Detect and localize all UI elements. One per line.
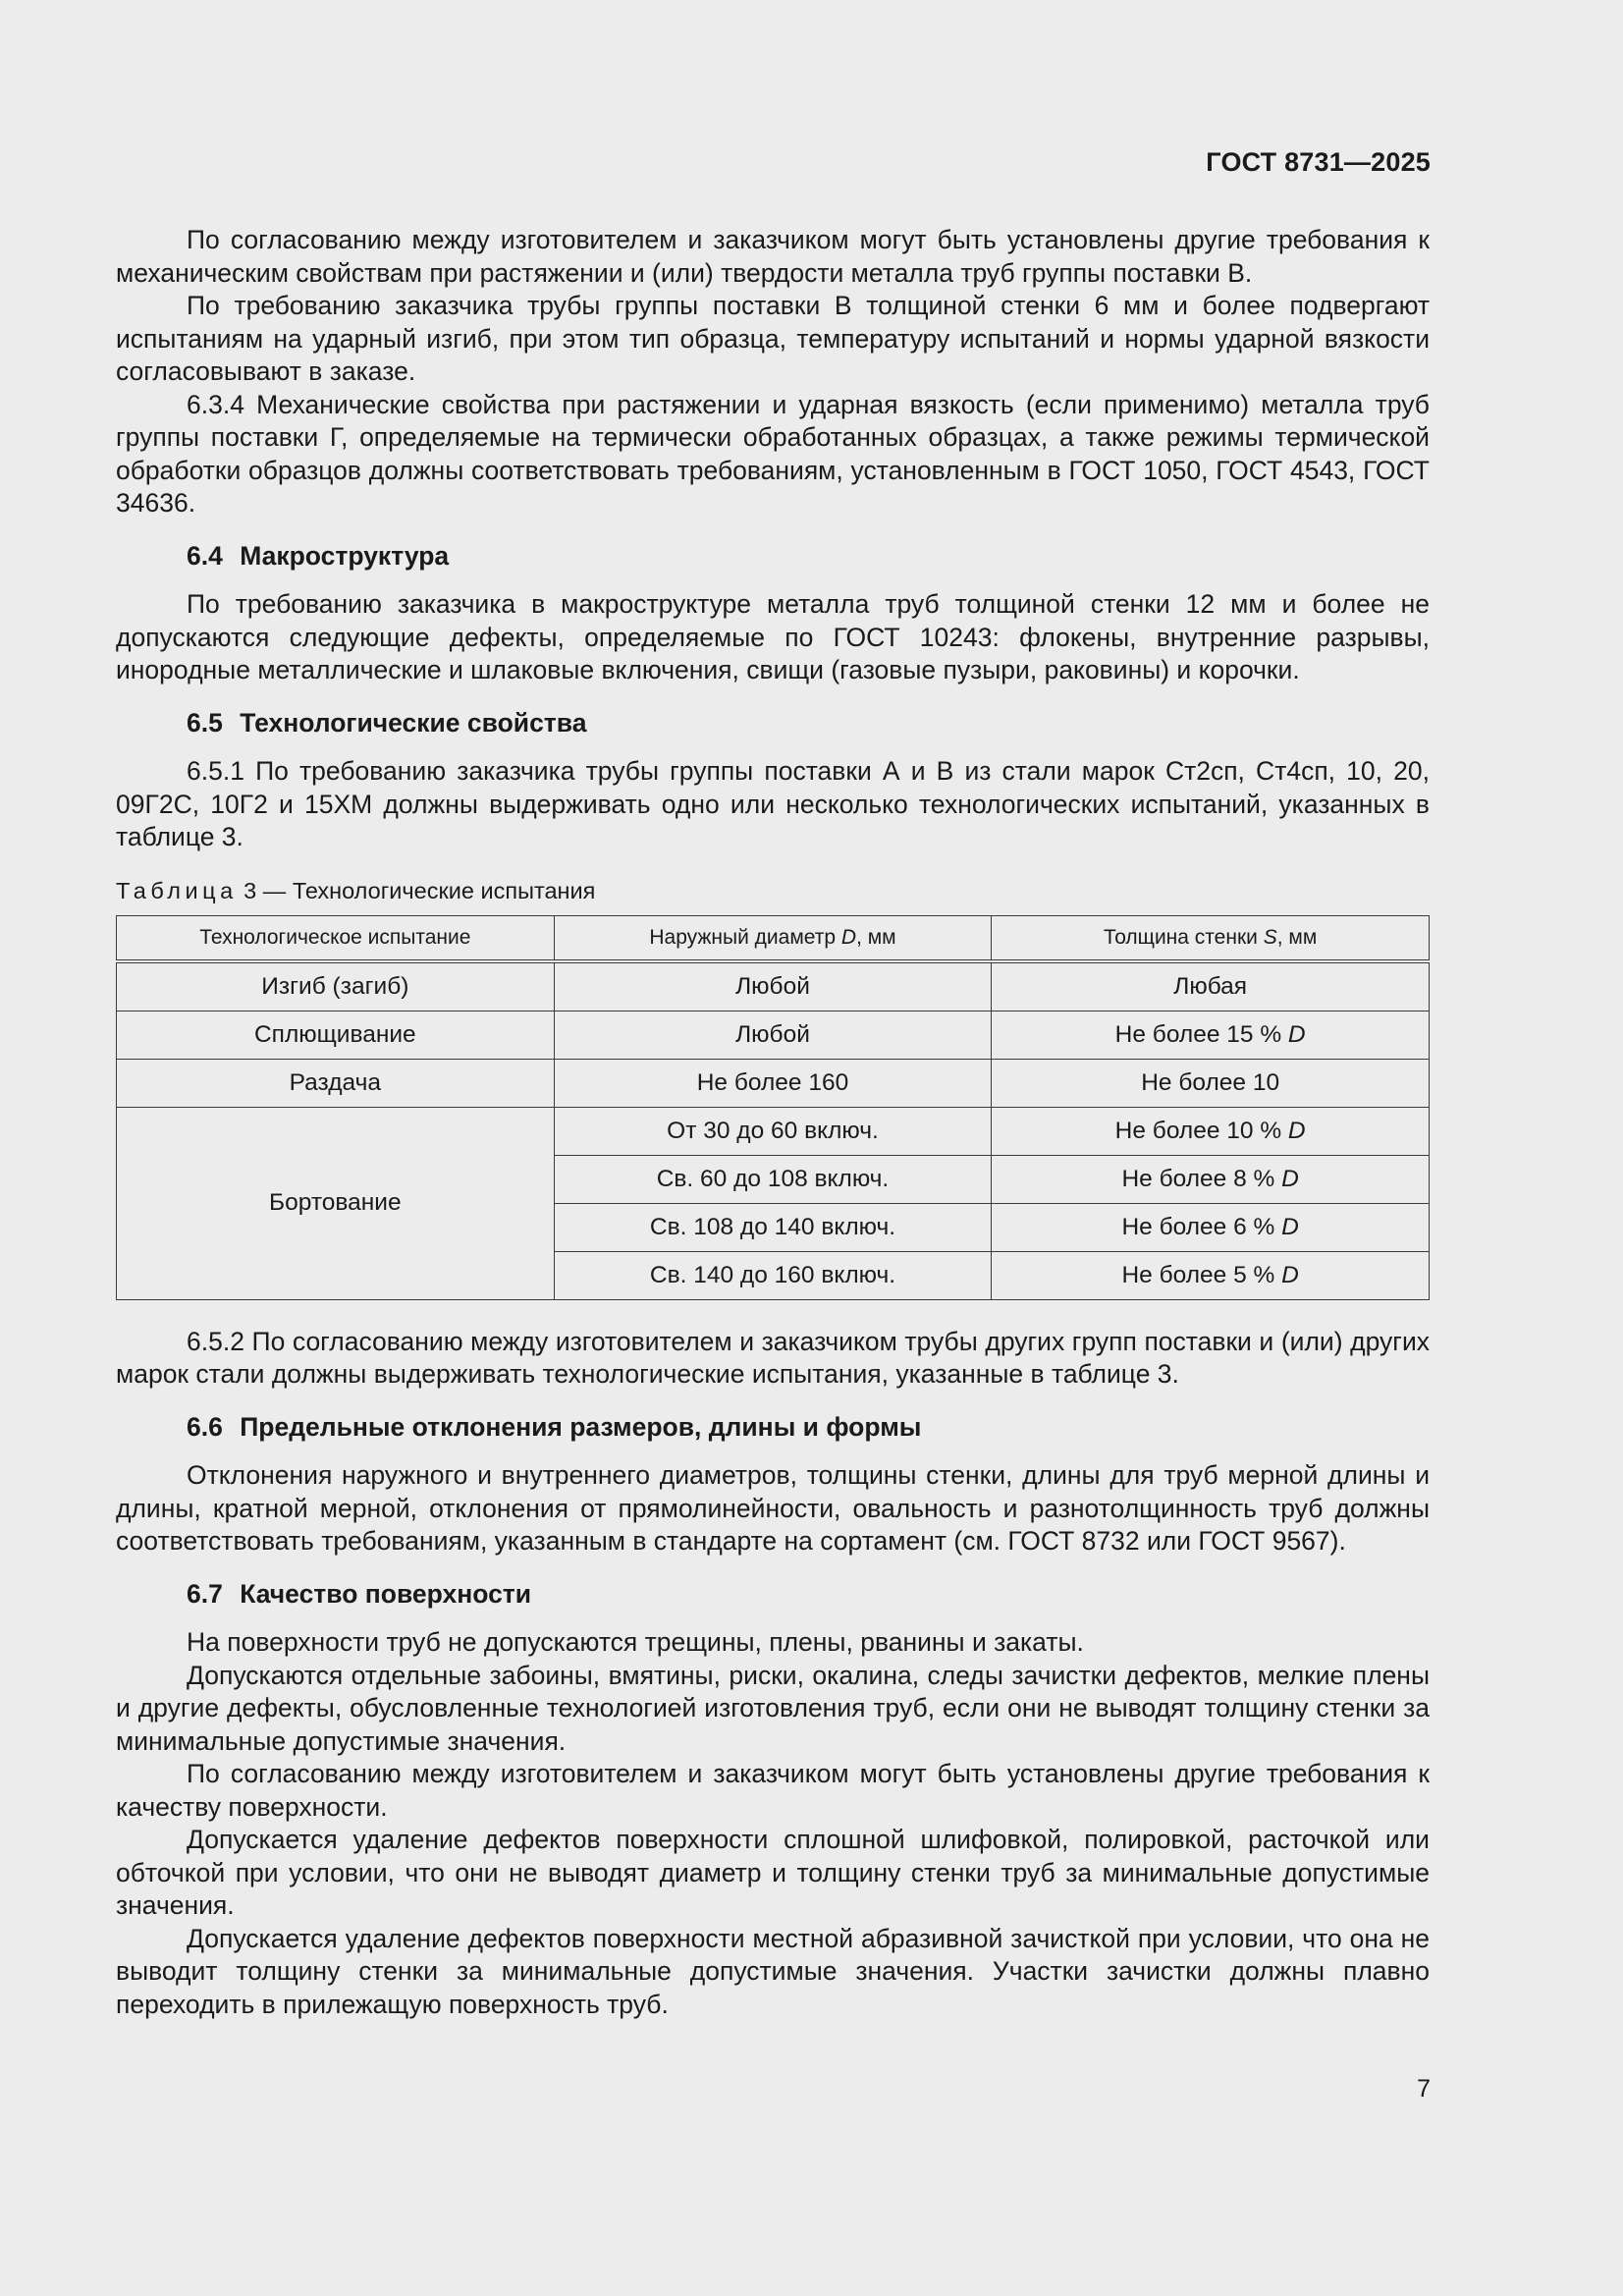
cell-test-flange: Бортование xyxy=(117,1107,555,1299)
paragraph: Отклонения наружного и внутреннего диаметров, толщины стенки, длины для труб мерной длины и длины, кратной мерной, отклонения от прямолинейности, овальность и разнотолщинность труб должны соответствовать требованиям, указанным в стандарте на сортамент (см. ГОСТ 8732 или ГОСТ 9567). xyxy=(116,1460,1430,1556)
cell-thickness: Любая xyxy=(992,961,1430,1011)
header-thickness: Толщина стенки S, мм xyxy=(992,915,1430,961)
table-row xyxy=(117,1011,1430,1059)
cell-thickness: Не более 15 % D xyxy=(992,1011,1430,1059)
paragraph: На поверхности труб не допускаются трещины, плены, рванины и закаты. xyxy=(187,1627,1084,1657)
paragraph: По согласованию между изготовителем и заказчиком могут быть установлены другие требования к качеству поверхности. xyxy=(116,1759,1430,1822)
section-heading-6-6 xyxy=(116,1411,1430,1445)
document-id-header: ГОСТ 8731—2025 xyxy=(1206,147,1431,177)
section-heading-6-4 xyxy=(116,540,1430,574)
section-number: 6.4 xyxy=(187,540,223,571)
paragraph: 6.3.4 Механические свойства при растяжении и ударная вязкость (если применимо) металла труб группы поставки Г, определяемые на термически обработанных образцах, а также режимы термической обработки образцов должны соответствовать требованиям, установленным в ГОСТ 1050, ГОСТ 4543, ГОСТ 34636. xyxy=(116,389,1430,518)
section-title: Качество поверхности xyxy=(240,1578,532,1609)
cell-thickness: Не более 5 % D xyxy=(992,1251,1430,1299)
paragraph: Допускается удаление дефектов поверхности местной абразивной зачисткой при условии, что она не выводит толщину стенки за минимальные допустимые значения. Участки зачистки должны плавно переходить в прилежащую поверхность труб. xyxy=(116,1923,1430,2019)
page-content xyxy=(116,224,1430,2021)
section-title: Макроструктура xyxy=(240,540,450,571)
paragraph: По согласованию между изготовителем и заказчиком могут быть установлены другие требования к механическим свойствам при растяжении и (или) твердости металла труб группы поставки В. xyxy=(116,225,1430,288)
section-heading-6-7 xyxy=(116,1578,1430,1612)
paragraph: 6.5.2 По согласованию между изготовителем и заказчиком трубы других групп поставки и (или) других марок стали должны выдерживать технологические испытания, указанные в таблице 3. xyxy=(116,1326,1430,1389)
paragraph: По требованию заказчика в макроструктуре металла труб толщиной стенки 12 мм и более не допускаются следующие дефекты, определяемые по ГОСТ 10243: флокены, внутренние разрывы, инородные металлические и шлаковые включения, свищи (газовые пузыри, раковины) и корочки. xyxy=(116,589,1430,684)
paragraph: Допускается удаление дефектов поверхности сплошной шлифовкой, полировкой, расточкой или обточкой при условии, что они не выводят диаметр и толщину стенки труб за минимальные допустимые значения. xyxy=(116,1825,1430,1920)
cell-diameter: Св. 60 до 108 включ. xyxy=(554,1155,992,1203)
section-number: 6.6 xyxy=(187,1411,223,1442)
cell-diameter: Любой xyxy=(554,1011,992,1059)
cell-diameter: Любой xyxy=(554,961,992,1011)
section-title: Технологические свойства xyxy=(240,707,587,738)
paragraph: По требованию заказчика трубы группы поставки В толщиной стенки 6 мм и более подвергают испытаниям на ударный изгиб, при этом тип образца, температуру испытаний и нормы ударной вязкости согласовывают в заказе. xyxy=(116,291,1430,386)
section-title: Предельные отклонения размеров, длины и формы xyxy=(240,1411,922,1442)
table-row xyxy=(117,1059,1430,1107)
section-heading-6-5 xyxy=(116,707,1430,740)
cell-diameter: От 30 до 60 включ. xyxy=(554,1107,992,1155)
header-test: Технологическое испытание xyxy=(117,915,555,961)
cell-diameter: Не более 160 xyxy=(554,1059,992,1107)
table-header-row xyxy=(117,915,1430,961)
cell-thickness: Не более 6 % D xyxy=(992,1203,1430,1251)
table-caption-word: Таблица xyxy=(116,877,238,903)
cell-diameter: Св. 140 до 160 включ. xyxy=(554,1251,992,1299)
cell-test: Раздача xyxy=(117,1059,555,1107)
table-row xyxy=(117,961,1430,1011)
header-diameter: Наружный диаметр D, мм xyxy=(554,915,992,961)
paragraph: 6.5.1 По требованию заказчика трубы группы поставки А и В из стали марок Ст2сп, Ст4сп, 10, 20, 09Г2С, 10Г2 и 15ХМ должны выдерживать одно или несколько технологических испытаний, указанных в таблице 3. xyxy=(116,756,1430,851)
table-row xyxy=(117,1107,1430,1155)
cell-test: Изгиб (загиб) xyxy=(117,961,555,1011)
cell-thickness: Не более 10 % D xyxy=(992,1107,1430,1155)
cell-thickness: Не более 10 xyxy=(992,1059,1430,1107)
technological-tests-table xyxy=(116,915,1430,1300)
section-number: 6.5 xyxy=(187,707,223,738)
cell-thickness: Не более 8 % D xyxy=(992,1155,1430,1203)
paragraph: Допускаются отдельные забоины, вмятины, риски, окалина, следы зачистки дефектов, мелкие плены и другие дефекты, обусловленные технологией изготовления труб, если они не выводят толщину стенки за минимальные допустимые значения. xyxy=(116,1660,1430,1756)
table-caption xyxy=(116,876,1430,905)
cell-test: Сплющивание xyxy=(117,1011,555,1059)
cell-diameter: Св. 108 до 140 включ. xyxy=(554,1203,992,1251)
table-caption-title: 3 — Технологические испытания xyxy=(237,877,596,903)
page-number: 7 xyxy=(1417,2075,1431,2103)
section-number: 6.7 xyxy=(187,1578,223,1609)
